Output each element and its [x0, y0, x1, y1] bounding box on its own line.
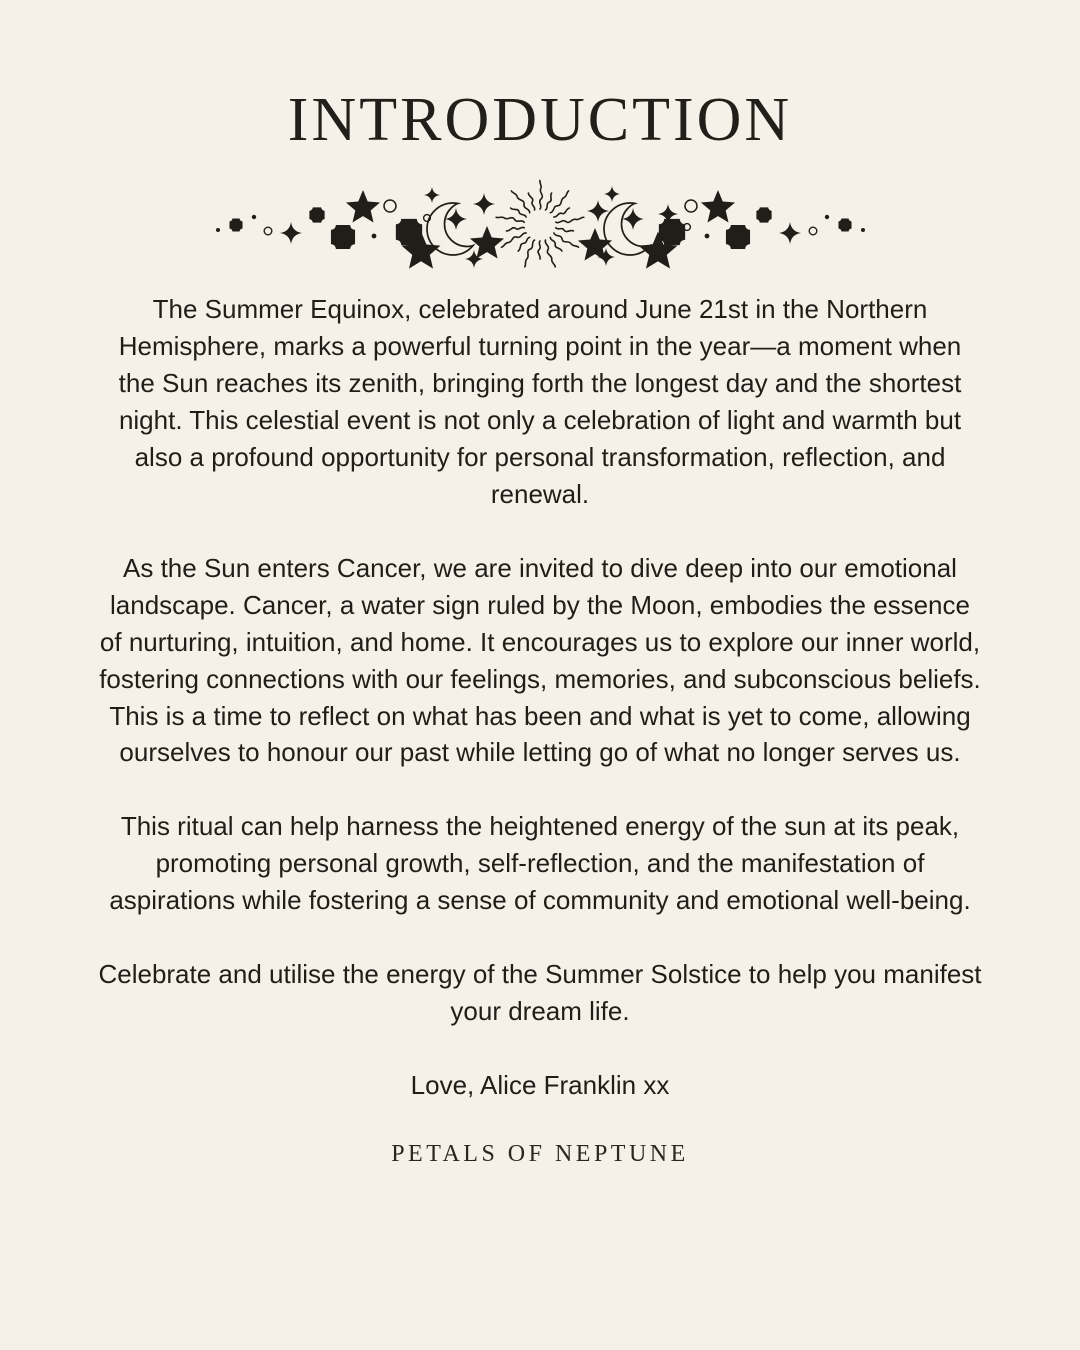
celestial-divider-art [210, 167, 870, 283]
paragraph-equinox: The Summer Equinox, celebrated around June 21st in the Northern Hemisphere, marks a powerful turning point in the year—a moment when the Sun reaches its zenith, bringing forth the longest day and the shortest night. This celestial event is not only a celebration of light and warmth but also a profound opportunity for personal transformation, reflection, and renewal. [118, 294, 962, 509]
body-copy [90, 291, 990, 1029]
paragraph-cancer: As the Sun enters Cancer, we are invited to dive deep into our emotional landscape. Cancer, a water sign ruled by the Moon, embodies the essence of nurturing, intuition, and home. It encourages us to explore our inner world, fostering connections with our feelings, memories, and subconscious beliefs. This is a time to reflect on what has been and what is yet to come, allowing ourselves to honour our past while letting go of what no longer serves us. [99, 552, 981, 768]
sparkles-left [216, 200, 430, 248]
page-title: INTRODUCTION [287, 86, 793, 154]
crescent-moon-left-icon [413, 187, 493, 268]
sparkles-right [660, 200, 865, 248]
brand-name: PETALS OF NEPTUNE [391, 1140, 689, 1167]
paragraph-ritual: This ritual can help harness the heightened energy of the sun at its peak, promoting personal growth, self-reflection, and the manifestation of aspirations while fostering a sense of community and emotional well-being. [109, 811, 971, 916]
signoff: Love, Alice Franklin xx [410, 1069, 670, 1100]
paragraph-celebrate: Celebrate and utilise the energy of the Summer Solstice to help you manifest your dream life. [98, 959, 982, 1026]
celestial-divider [90, 167, 990, 283]
sun-icon [496, 181, 584, 268]
